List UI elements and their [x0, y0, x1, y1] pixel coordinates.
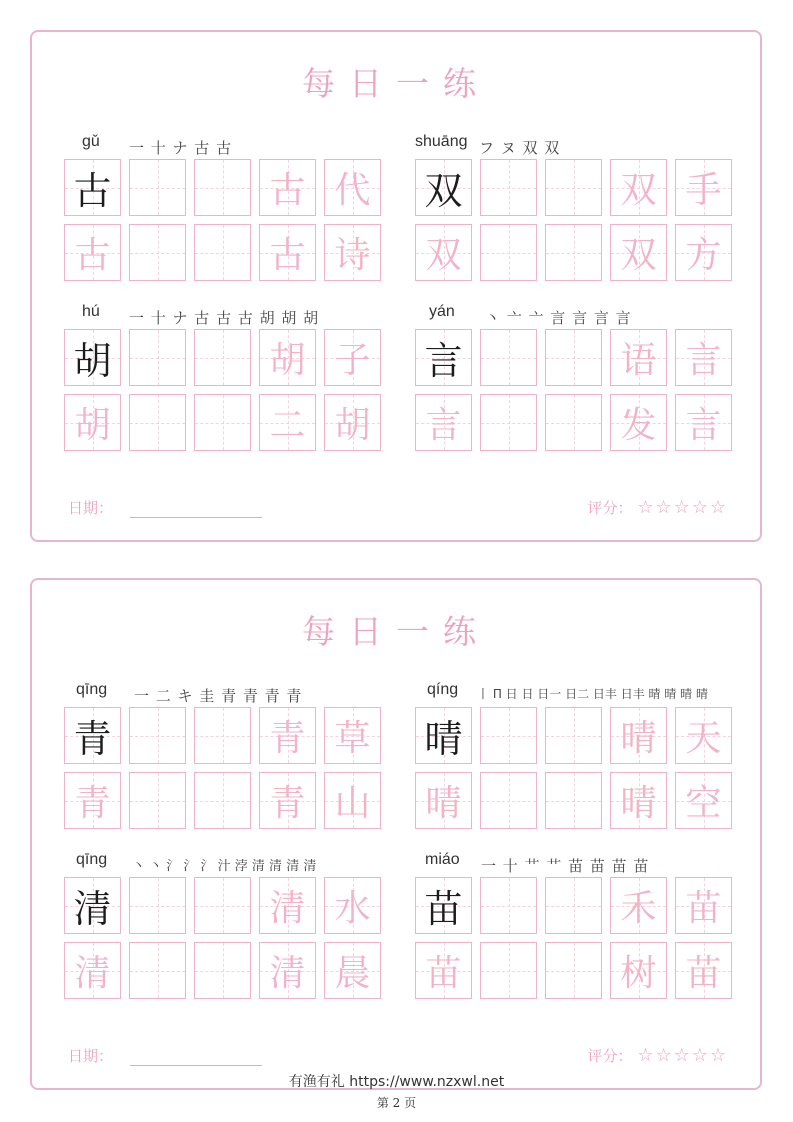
main-character: 清	[73, 887, 112, 931]
main-character: 言	[424, 339, 463, 383]
grid-row-1	[415, 877, 735, 935]
trace-cell: 胡	[324, 394, 381, 451]
writing-cell[interactable]	[480, 224, 537, 281]
pinyin-label: qīng	[76, 681, 108, 698]
trace-cell: 天	[675, 707, 732, 764]
char-block-qing-clear	[64, 851, 384, 1021]
trace-cell: 清	[259, 877, 316, 934]
writing-cell[interactable]	[194, 942, 251, 999]
writing-cell[interactable]	[545, 394, 602, 451]
stroke-order: 一 十 ナ 古 古 古 胡 胡 胡	[129, 309, 320, 327]
trace-cell: 青	[64, 772, 121, 829]
writing-cell[interactable]	[545, 329, 602, 386]
pinyin-label: qíng	[427, 681, 459, 698]
trace-cell: 双	[610, 159, 667, 216]
writing-cell[interactable]	[545, 772, 602, 829]
pinyin-label: hú	[82, 303, 100, 320]
trace-cell: 诗	[324, 224, 381, 281]
grid-row-1	[415, 329, 735, 387]
trace-cell: 山	[324, 772, 381, 829]
grid-row-2	[64, 224, 384, 282]
trace-cell: 清	[64, 942, 121, 999]
writing-cell[interactable]	[480, 942, 537, 999]
pinyin-label: qīng	[76, 851, 108, 868]
trace-cell: 青	[259, 707, 316, 764]
trace-cell: 草	[324, 707, 381, 764]
trace-cell: 晴	[610, 772, 667, 829]
writing-cell[interactable]	[129, 707, 186, 764]
score-label: 评分：	[587, 1047, 633, 1065]
writing-cell[interactable]	[545, 942, 602, 999]
trace-cell: 语	[610, 329, 667, 386]
trace-cell: 晨	[324, 942, 381, 999]
stroke-order: 一 十 ナ 古 古	[129, 139, 233, 157]
writing-cell[interactable]	[129, 159, 186, 216]
char-block-gu	[64, 133, 384, 303]
grid-row-2	[64, 394, 384, 452]
main-character: 古	[73, 169, 112, 213]
trace-cell: 发	[610, 394, 667, 451]
grid-row-2	[415, 394, 735, 452]
writing-cell	[64, 707, 121, 764]
trace-cell: 苗	[675, 877, 732, 934]
trace-cell: 青	[259, 772, 316, 829]
practice-sheet-1	[30, 30, 762, 542]
char-block-qing-blue	[64, 681, 384, 851]
date-label: 日期：	[68, 1047, 114, 1065]
grid-row-2	[64, 942, 384, 1000]
trace-cell: 禾	[610, 877, 667, 934]
stroke-order: 丶 亠 亠 言 言 言 言	[485, 309, 632, 327]
main-character: 晴	[424, 717, 463, 761]
grid-row-1	[64, 329, 384, 387]
score-area	[588, 1045, 728, 1066]
writing-cell[interactable]	[480, 707, 537, 764]
main-character: 青	[73, 717, 112, 761]
stroke-order: 一 十 艹 艹 苗 苗 苗 苗	[481, 857, 650, 875]
writing-cell[interactable]	[480, 394, 537, 451]
writing-cell	[415, 159, 472, 216]
writing-cell[interactable]	[480, 159, 537, 216]
sheet-title: 每日一练	[302, 612, 490, 651]
trace-cell: 双	[415, 224, 472, 281]
sheet-title: 每日一练	[302, 64, 490, 103]
pinyin-label: miáo	[425, 851, 460, 868]
writing-cell	[415, 877, 472, 934]
trace-cell: 苗	[675, 942, 732, 999]
stroke-order: 丶 丶 氵 氵 氵 汁 浡 清 清 清 清	[132, 859, 317, 874]
writing-cell	[415, 707, 472, 764]
grid-row-1	[64, 707, 384, 765]
writing-cell[interactable]	[545, 224, 602, 281]
trace-cell: 双	[610, 224, 667, 281]
writing-cell[interactable]	[129, 329, 186, 386]
writing-cell[interactable]	[480, 772, 537, 829]
grid-row-2	[415, 942, 735, 1000]
trace-cell: 言	[415, 394, 472, 451]
score-area	[588, 497, 728, 518]
grid-row-2	[64, 772, 384, 830]
char-block-qing-sunny	[415, 681, 735, 851]
watermark-text: 有渔有礼 https://www.nzxwl.net	[288, 1074, 505, 1090]
trace-cell: 胡	[259, 329, 316, 386]
writing-cell[interactable]	[545, 159, 602, 216]
trace-cell: 代	[324, 159, 381, 216]
writing-cell	[64, 159, 121, 216]
practice-sheet-2	[30, 578, 762, 1090]
char-block-shuang	[415, 133, 735, 303]
main-character: 胡	[73, 339, 112, 383]
trace-cell: 清	[259, 942, 316, 999]
writing-cell[interactable]	[194, 707, 251, 764]
writing-cell[interactable]	[194, 772, 251, 829]
writing-cell[interactable]	[194, 224, 251, 281]
trace-cell: 古	[64, 224, 121, 281]
writing-cell[interactable]	[129, 877, 186, 934]
grid-row-2	[415, 772, 735, 830]
date-label: 日期：	[68, 499, 114, 517]
writing-cell	[64, 877, 121, 934]
char-block-hu	[64, 303, 384, 473]
writing-cell[interactable]	[194, 329, 251, 386]
writing-cell[interactable]	[545, 707, 602, 764]
star-rating-icon[interactable]: ☆☆☆☆☆	[637, 1045, 728, 1066]
stroke-order: 丨 П 日 日 日一 日二 日丰 日丰 晴 晴 晴 晴	[477, 687, 708, 701]
grid-row-1	[64, 877, 384, 935]
char-block-yan	[415, 303, 735, 473]
trace-cell: 子	[324, 329, 381, 386]
writing-cell[interactable]	[129, 394, 186, 451]
writing-cell[interactable]	[194, 159, 251, 216]
trace-cell: 空	[675, 772, 732, 829]
pinyin-label: gǔ	[82, 133, 100, 150]
trace-cell: 言	[675, 394, 732, 451]
stroke-order: フ ヌ 双 双	[479, 139, 561, 157]
trace-cell: 晴	[610, 707, 667, 764]
trace-cell: 古	[259, 224, 316, 281]
trace-cell: 方	[675, 224, 732, 281]
grid-row-1	[64, 159, 384, 217]
grid-row-2	[415, 224, 735, 282]
trace-cell: 树	[610, 942, 667, 999]
trace-cell: 二	[259, 394, 316, 451]
star-rating-icon[interactable]: ☆☆☆☆☆	[637, 497, 728, 518]
grid-row-1	[415, 707, 735, 765]
trace-cell: 水	[324, 877, 381, 934]
writing-cell[interactable]	[129, 772, 186, 829]
trace-cell: 言	[675, 329, 732, 386]
main-character: 双	[424, 169, 463, 213]
date-input-line[interactable]	[130, 1065, 262, 1066]
writing-cell[interactable]	[129, 942, 186, 999]
grid-row-1	[415, 159, 735, 217]
trace-cell: 古	[259, 159, 316, 216]
writing-cell[interactable]	[480, 329, 537, 386]
writing-cell[interactable]	[194, 394, 251, 451]
score-label: 评分：	[587, 499, 633, 517]
writing-cell[interactable]	[194, 877, 251, 934]
trace-cell: 苗	[415, 942, 472, 999]
writing-cell[interactable]	[545, 877, 602, 934]
char-block-miao	[415, 851, 735, 1021]
writing-cell[interactable]	[129, 224, 186, 281]
pinyin-label: shuāng	[415, 133, 468, 150]
trace-cell: 胡	[64, 394, 121, 451]
trace-cell: 晴	[415, 772, 472, 829]
writing-cell	[415, 329, 472, 386]
page-number: 第 2 页	[376, 1096, 417, 1110]
writing-cell[interactable]	[480, 877, 537, 934]
date-input-line[interactable]	[130, 517, 262, 518]
stroke-order: 一 二 キ 圭 青 青 青 青	[134, 687, 303, 705]
pinyin-label: yán	[429, 303, 455, 320]
writing-cell	[64, 329, 121, 386]
main-character: 苗	[424, 887, 463, 931]
trace-cell: 手	[675, 159, 732, 216]
